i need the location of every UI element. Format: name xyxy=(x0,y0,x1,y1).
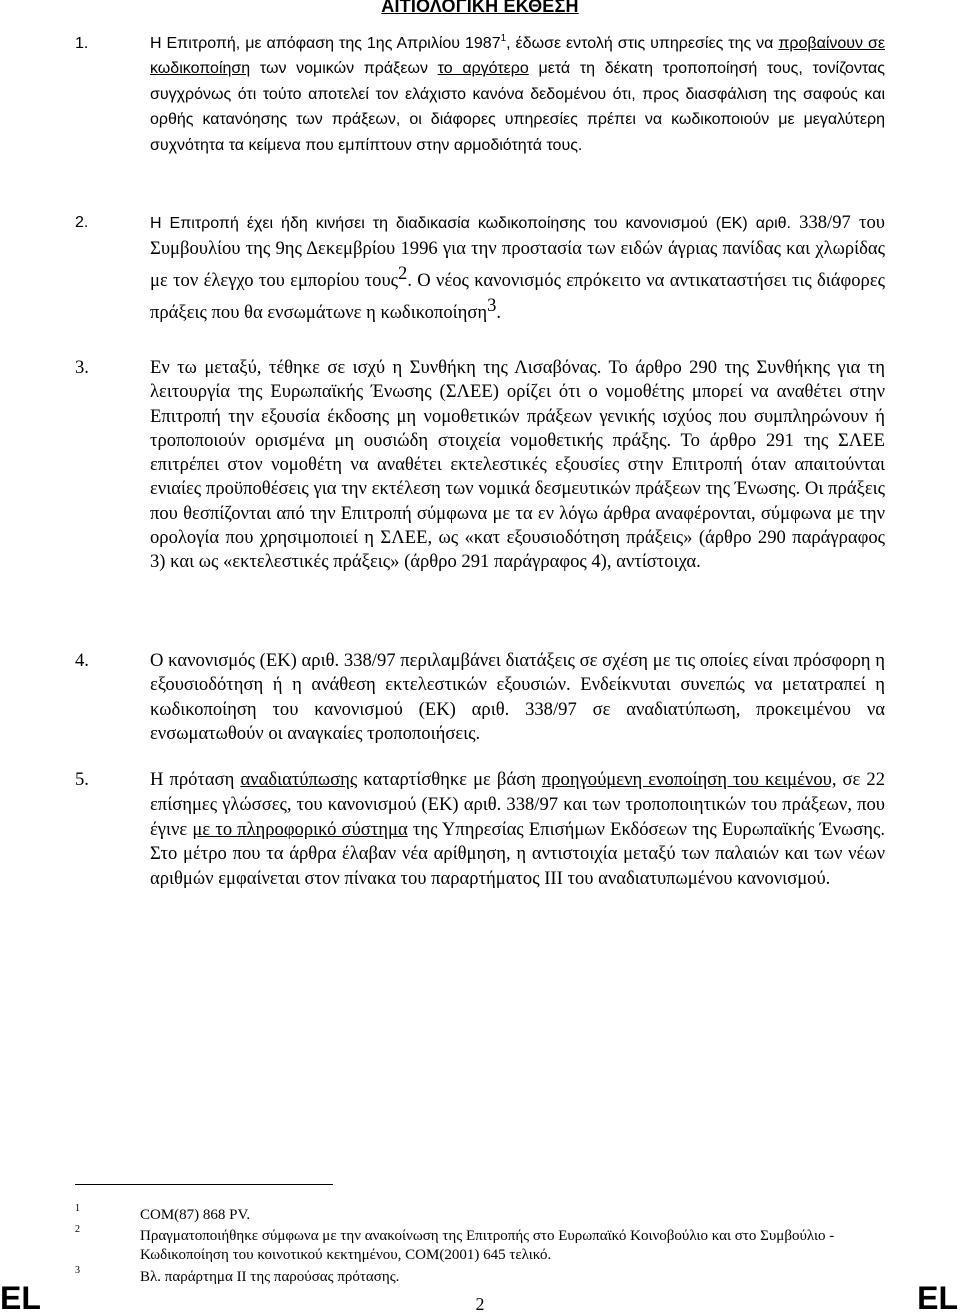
page-number: 2 xyxy=(475,1294,485,1314)
footnote-text: Πραγματοποιήθηκε σύμφωνα με την ανακοίνωση της Επιτροπής στο Ευρωπαϊκό Κοινοβούλιο και στο Συμβούλιο - Κωδικοποίηση του κοινοτικού κεκτημένου, COM(2001) 645 τελικό. xyxy=(140,1228,835,1263)
paragraph-4 xyxy=(75,649,885,746)
paragraph-number: 3. xyxy=(75,357,89,378)
paragraph-text: Η Επιτροπή έχει ήδη κινήσει τη διαδικασία κωδικοποίησης του κανονισμού (ΕΚ) αριθ. 338/97 του Συμβουλίου της 9ης Δεκεμβρίου 1996 για την προστασία των ειδών άγριας πανίδας και χλωρίδας με τον έλεγχο του εμπορίου τους$^2$. Ο νέος κανονισμός επρόκειτο να αντικαταστήσει τις διάφορες πράξεις που θα ενσωμάτωνε η κωδικοποίηση$^3$. xyxy=(150,212,885,323)
page-title: ΑΙΤΙΟΛΟΓΙΚΗ ΕΚΘΕΣΗ xyxy=(381,0,579,16)
language-code-right: EL xyxy=(917,1280,958,1316)
footnote-separator xyxy=(75,1184,333,1185)
footnote-mark: 3 xyxy=(75,1265,80,1276)
paragraph-text: Η Επιτροπή, με απόφαση της 1ης Απριλίου 1987$^1$, έδωσε εντολή στις υπηρεσίες της να προβαίνουν σε κωδικοποίηση των νομικών πράξεων το αργότερο μετά τη δέκατη τροποποίησή τους, τονίζοντας συγχρόνως ότι τούτο αποτελεί τον ελάχιστο κανόνα δεδομένου ότι, προς διασφάλιση της σαφούς και ορθής κατανόησης των πράξεων, οι διάφορες υπηρεσίες πρέπει να κωδικοποιούν με μεγαλύτερη συχνότητα τα κείμενα που εμπίπτουν στην αρμοδιότητά τους. xyxy=(150,33,886,154)
paragraph-3 xyxy=(75,356,885,575)
paragraph-number: 5. xyxy=(75,769,89,790)
footnote-2 xyxy=(75,1224,895,1265)
footnote-1 xyxy=(75,1203,895,1225)
footnote-3 xyxy=(75,1265,895,1287)
paragraph-text: Εν τω μεταξύ, τέθηκε σε ισχύ η Συνθήκη της Λισαβόνας. Το άρθρο 290 της Συνθήκης για τη λειτουργία της Ευρωπαϊκής Ένωσης (ΣΛΕΕ) ορίζει ότι ο νομοθέτης μπορεί να αναθέτει στην Επιτροπή την εξουσία έκδοσης μη νομοθετικών πράξεων γενικής ισχύος που συμπληρώνουν ή τροποποιούν ορισμένα μη ουσιώδη στοιχεία νομοθετικής πράξης. Το άρθρο 291 της ΣΛΕΕ επιτρέπει στον νομοθέτη να αναθέτει εκτελεστικές εξουσίες στην Επιτροπή όταν απαιτούνται ενιαίες προϋποθέσεις για την εκτέλεση των νομικά δεσμευτικών πράξεων της Ένωσης. Οι πράξεις που θεσπίζονται από την Επιτροπή σύμφωνα με τα εν λόγω άρθρα αναφέρονται, σύμφωνα με την ορολογία που χρησιμοποιεί η ΣΛΕΕ, ως «κατ εξουσιοδότηση πράξεις» (άρθρο 290 παράγραφος 3) και ως «εκτελεστικές πράξεις» (άρθρο 291 παράγραφος 4), αντίστοιχα. xyxy=(150,357,885,573)
paragraph-1 xyxy=(75,31,885,158)
paragraph-text: Η πρόταση αναδιατύπωσης καταρτίσθηκε με βάση προηγούμενη ενοποίηση του κειμένου, σε 22 επίσημες γλώσσες, του κανονισμού (ΕΚ) αριθ. 338/97 και των τροποποιητικών του πράξεων, που έγινε με το πληροφορικό σύστημα της Υπηρεσίας Επισήμων Εκδόσεων της Ευρωπαϊκής Ένωσης. Στο μέτρο που τα άρθρα έλαβαν νέα αρίθμηση, η αντιστοιχία μεταξύ των παλαιών και των νέων αριθμών εμφαίνεται στον πίνακα του παραρτήματος III του αναδιατυπωμένου κανονισμού. xyxy=(150,769,885,890)
footnote-ref: 2 xyxy=(398,263,408,284)
footnote-ref: 3 xyxy=(487,295,497,316)
footnote-text: COM(87) 868 PV. xyxy=(140,1207,251,1223)
footnote-mark: 1 xyxy=(75,1203,80,1214)
footnote-mark: 2 xyxy=(75,1224,80,1235)
paragraph-number: 4. xyxy=(75,650,89,671)
paragraph-5 xyxy=(75,768,885,892)
language-code-left: EL xyxy=(0,1280,41,1316)
footnote-ref: 1 xyxy=(500,33,507,44)
footnote-text: Βλ. παράρτημα II της παρούσας πρότασης. xyxy=(140,1269,400,1285)
paragraph-number: 2. xyxy=(75,214,89,231)
paragraph-number: 1. xyxy=(75,35,89,52)
paragraph-text: Ο κανονισμός (ΕΚ) αριθ. 338/97 περιλαμβάνει διατάξεις σε σχέση με τις οποίες είναι πρόσφορη η εξουσιοδότηση ή η ανάθεση εκτελεστικών εξουσιών. Ενδείκνυται συνεπώς να μετατραπεί η κωδικοποίηση του κανονισμού (ΕΚ) αριθ. 338/97 σε αναδιατύπωση, προκειμένου να ενσωματωθούν οι αναγκαίες τροποποιήσεις. xyxy=(150,650,885,744)
paragraph-2 xyxy=(75,210,885,326)
